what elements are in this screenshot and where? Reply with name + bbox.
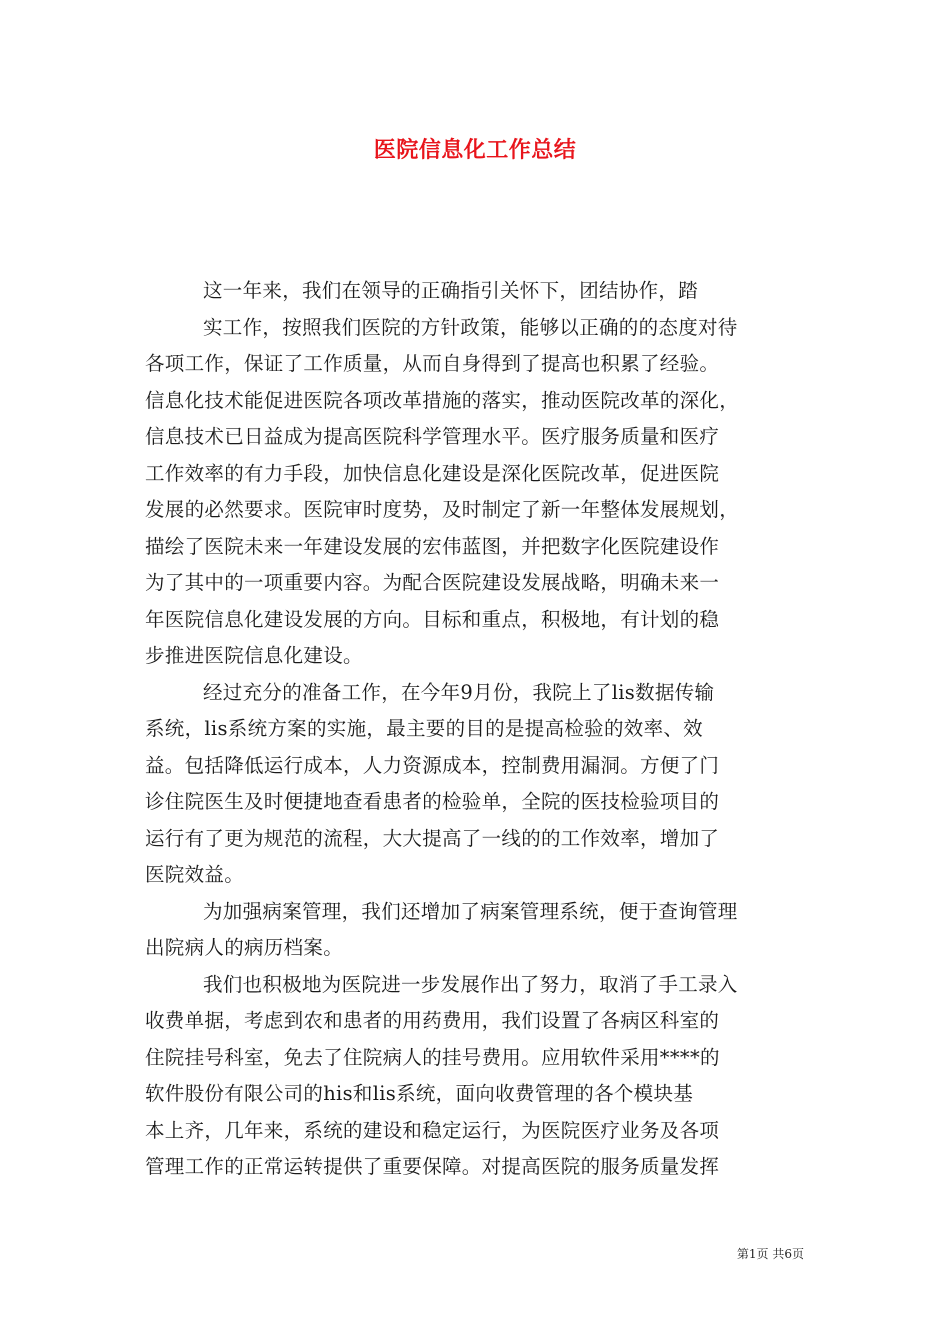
body-line: 为加强病案管理，我们还增加了病案管理系统，便于查询管理: [203, 899, 738, 923]
body-line: 诊住院医生及时便捷地查看患者的检验单，全院的医技检验项目的: [145, 790, 720, 813]
body-line: 运行有了更为规范的流程，大大提高了一线的的工作效率，增加了: [145, 826, 720, 850]
body-line: 年医院信息化建设发展的方向。目标和重点，积极地，有计划的稳: [145, 607, 720, 631]
body-line: 软件股份有限公司的his和lis系统，面向收费管理的各个模块基: [145, 1082, 694, 1105]
document-body: [145, 273, 810, 1186]
body-line: 我们也积极地为医院进一步发展作出了努力，取消了手工录入: [203, 972, 738, 996]
body-line: 信息化技术能促进医院各项改革措施的落实，推动医院改革的深化，: [145, 388, 740, 412]
document-title: 医院信息化工作总结: [373, 138, 577, 163]
body-line: 为了其中的一项重要内容。为配合医院建设发展战略，明确未来一: [145, 571, 720, 594]
body-line: 这一年来，我们在领导的正确指引关怀下，团结协作，踏: [203, 279, 699, 302]
body-line: 住院挂号科室，免去了住院病人的挂号费用。应用软件采用****的: [145, 1045, 720, 1069]
body-line: 系统，lis系统方案的实施，最主要的目的是提高检验的效率、效: [145, 717, 703, 740]
body-line: 实工作，按照我们医院的方针政策，能够以正确的的态度对待: [203, 315, 738, 339]
body-line: 信息技术已日益成为提高医院科学管理水平。医疗服务质量和医疗: [145, 425, 720, 448]
body-line: 经过充分的准备工作，在今年9月份，我院上了lis数据传输: [203, 680, 715, 704]
page-number: 第1页 共6页: [736, 1247, 804, 1261]
body-line: 描绘了医院未来一年建设发展的宏伟蓝图，并把数字化医院建设作: [145, 534, 720, 558]
body-line: 益。包括降低运行成本，人力资源成本，控制费用漏洞。方便了门: [145, 753, 720, 777]
body-line: 步推进医院信息化建设。: [145, 644, 363, 667]
body-line: 医院效益。: [145, 863, 245, 886]
body-line: 出院病人的病历档案。: [145, 936, 344, 959]
body-line: 工作效率的有力手段，加快信息化建设是深化医院改革，促进医院: [145, 461, 720, 485]
body-line: 管理工作的正常运转提供了重要保障。对提高医院的服务质量发挥: [145, 1155, 720, 1178]
body-line: 收费单据，考虑到农和患者的用药费用，我们设置了各病区科室的: [145, 1009, 720, 1032]
body-line: 各项工作，保证了工作质量，从而自身得到了提高也积累了经验。: [145, 352, 720, 375]
body-line: 发展的必然要求。医院审时度势，及时制定了新一年整体发展规划，: [145, 498, 740, 521]
body-line: 本上齐，几年来，系统的建设和稳定运行，为医院医疗业务及各项: [145, 1118, 720, 1142]
